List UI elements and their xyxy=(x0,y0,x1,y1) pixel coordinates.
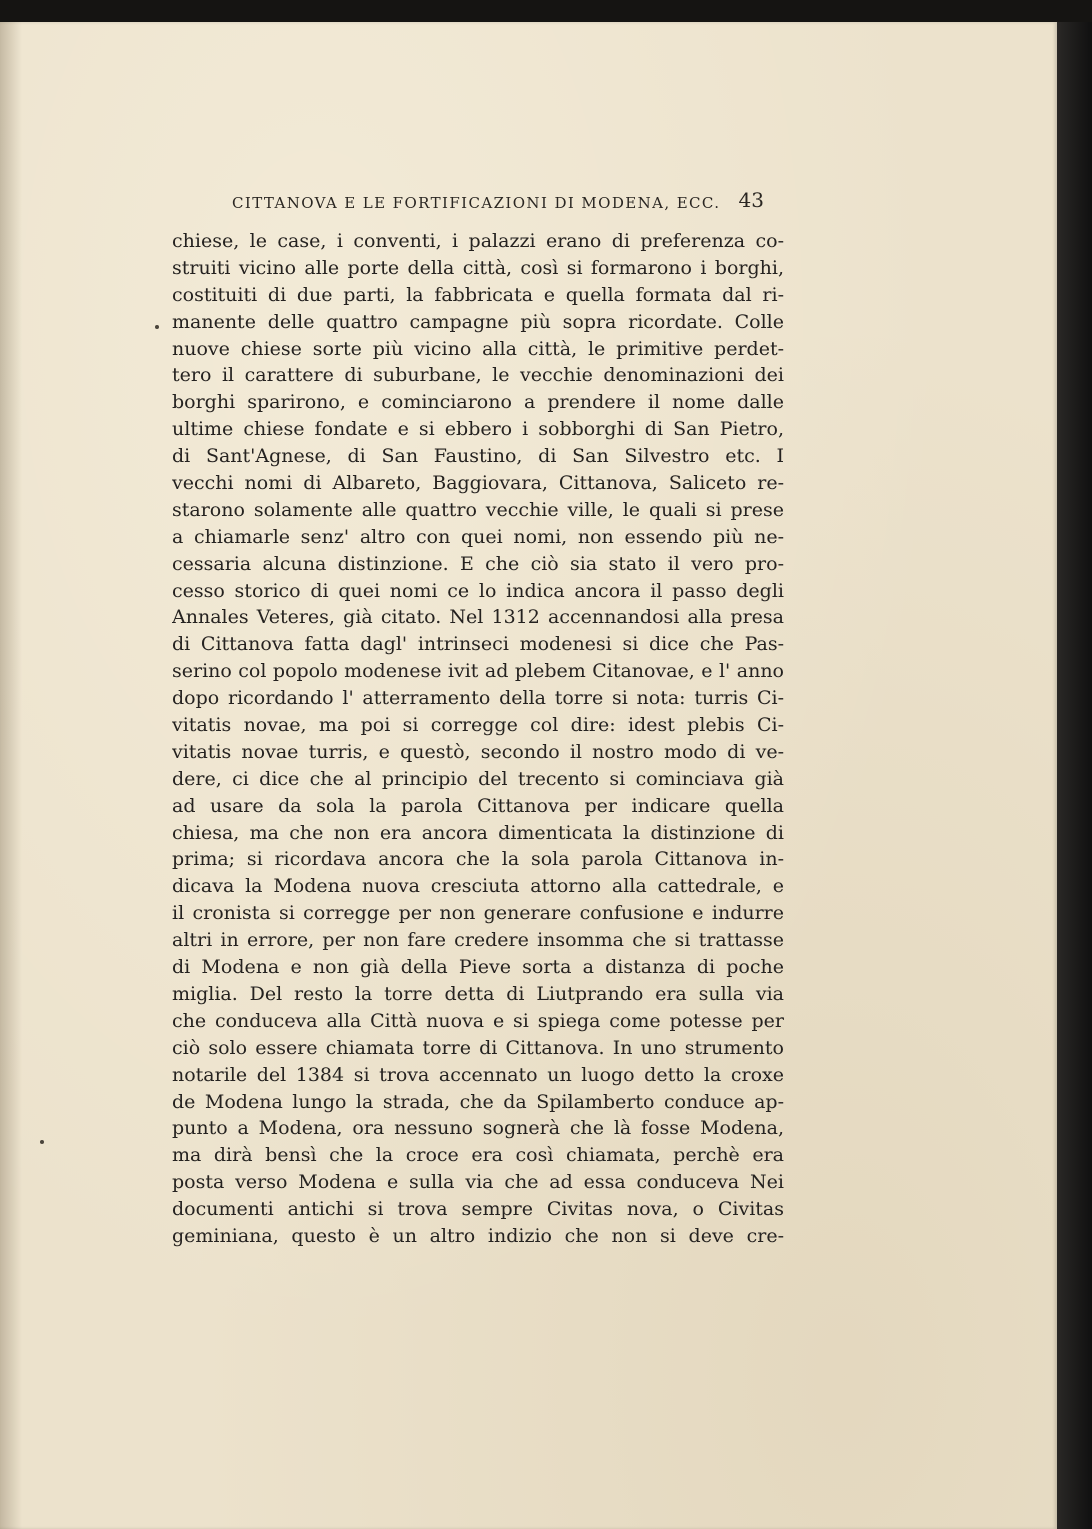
text-line: chiese, le case, i conventi, i palazzi erano di preferenza co- xyxy=(172,230,784,252)
text-line: notarile del 1384 si trova accennato un luogo detto la croxe xyxy=(172,1063,784,1086)
text-line: vitatis novae turris, e questò, secondo il nostro modo di ve- xyxy=(172,740,784,763)
text-line: prima; si ricordava ancora che la sola parola Cittanova in- xyxy=(172,848,784,871)
text-line: starono solamente alle quattro vecchie ville, le quali si prese xyxy=(172,498,784,521)
text-line: costituiti di due parti, la fabbricata e quella formata dal ri- xyxy=(172,283,784,306)
text-line: struiti vicino alle porte della città, così si formarono i borghi, xyxy=(172,256,784,279)
text-line: dicava la Modena nuova cresciuta attorno alla cattedrale, e xyxy=(172,875,784,898)
text-line: dere, ci dice che al principio del trecento si cominciava già xyxy=(172,767,784,790)
text-line: altri in errore, per non fare credere insomma che si trattasse xyxy=(172,929,784,952)
text-line: vecchi nomi di Albareto, Baggiovara, Cittanova, Saliceto re- xyxy=(172,472,784,495)
page-number: 43 xyxy=(738,188,764,212)
text-line: ma dirà bensì che la croce era così chiamata, perchè era xyxy=(172,1144,784,1167)
text-line: che conduceva alla Città nuova e si spiega come potesse per xyxy=(172,1009,784,1032)
text-line: di Modena e non già della Pieve sorta a distanza di poche xyxy=(172,956,784,979)
text-line: cesso storico di quei nomi ce lo indica ancora il passo degli xyxy=(172,579,784,602)
text-line: a chiamarle senz' altro con quei nomi, non essendo più ne- xyxy=(172,525,784,548)
text-line: miglia. Del resto la torre detta di Liutprando era sulla via xyxy=(172,982,784,1005)
text-line: serino col popolo modenese ivit ad plebem Citanovae, e l' anno xyxy=(172,660,784,683)
margin-speck xyxy=(155,325,159,329)
text-line: di Sant'Agnese, di San Faustino, di San Silvestro etc. I xyxy=(172,445,784,468)
text-line: borghi sparirono, e cominciarono a prendere il nome dalle xyxy=(172,391,784,414)
text-line: Annales Veteres, già citato. Nel 1312 accennandosi alla presa xyxy=(172,606,784,629)
text-line: vitatis novae, ma poi si corregge col dire: idest plebis Ci- xyxy=(172,714,784,737)
running-head: CITTANOVA E LE FORTIFICAZIONI DI MODENA, ECC. xyxy=(232,194,721,212)
text-line: tero il carattere di suburbane, le vecchie denominazioni dei xyxy=(172,364,784,387)
margin-speck xyxy=(40,1140,44,1144)
text-line: il cronista si corregge per non generare confusione e indurre xyxy=(172,902,784,925)
text-line: di Cittanova fatta dagl' intrinseci modenesi si dice che Pas- xyxy=(172,633,784,656)
text-line: posta verso Modena e sulla via che ad essa conduceva Nei xyxy=(172,1171,784,1194)
text-line: cessaria alcuna distinzione. E che ciò sia stato il vero pro- xyxy=(172,552,784,575)
text-line: manente delle quattro campagne più sopra ricordate. Colle xyxy=(172,310,784,333)
text-line: punto a Modena, ora nessuno sognerà che là fosse Modena, xyxy=(172,1117,784,1140)
text-line: ultime chiese fondate e si ebbero i sobborghi di San Pietro, xyxy=(172,418,784,441)
binding-shadow xyxy=(0,22,22,1529)
text-line: geminiana, questo è un altro indizio che non si deve cre- xyxy=(172,1224,784,1247)
text-line: ad usare da sola la parola Cittanova per indicare quella xyxy=(172,794,784,817)
text-line: chiesa, ma che non era ancora dimenticata la distinzione di xyxy=(172,821,784,844)
text-line: documenti antichi si trova sempre Civitas nova, o Civitas xyxy=(172,1198,784,1221)
page-header xyxy=(232,188,792,218)
body-text xyxy=(172,228,784,1250)
text-line: de Modena lungo la strada, che da Spilamberto conduce ap- xyxy=(172,1090,784,1113)
page-edge xyxy=(1057,22,1092,1529)
text-line: dopo ricordando l' atterramento della torre si nota: turris Ci- xyxy=(172,687,784,710)
text-line: ciò solo essere chiamata torre di Cittanova. In uno strumento xyxy=(172,1036,784,1059)
text-line: nuove chiese sorte più vicino alla città, le primitive perdet- xyxy=(172,337,784,360)
